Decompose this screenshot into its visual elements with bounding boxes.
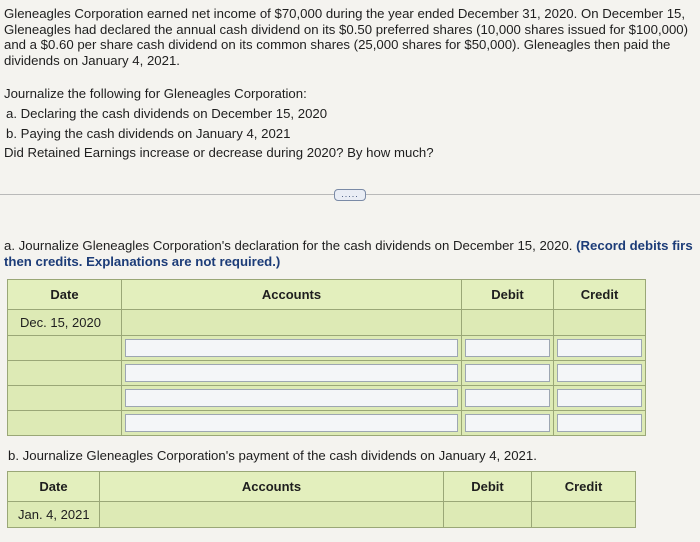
debit-cell: [462, 361, 554, 386]
problem-line: and a $0.60 per share cash dividend on its common shares (25,000 shares for $50,000). Gleneagles then paid the: [4, 37, 671, 53]
date-cell: Jan. 4, 2021: [8, 502, 100, 528]
header-credit: Credit: [532, 472, 636, 502]
accounts-cell: [122, 361, 462, 386]
account-input[interactable]: [125, 389, 458, 407]
part-a-prompt-bold: (Record debits firs: [576, 238, 693, 253]
part-b-prompt: b. Journalize Gleneagles Corporation's payment of the cash dividends on January 4, 2021.: [8, 448, 537, 463]
credit-cell: [554, 336, 646, 361]
accounts-cell: [122, 310, 462, 336]
debit-cell: [462, 411, 554, 436]
credit-cell: [532, 502, 636, 528]
credit-input[interactable]: [557, 389, 642, 407]
instruction-a: a. Declaring the cash dividends on December 15, 2020: [6, 105, 328, 121]
part-a-prompt-bold-2: then credits. Explanations are not required.): [4, 254, 281, 269]
account-input[interactable]: [125, 364, 458, 382]
credit-cell: [554, 361, 646, 386]
date-cell: [8, 386, 122, 411]
header-credit: Credit: [554, 280, 646, 310]
account-input[interactable]: [125, 339, 458, 357]
date-cell: Dec. 15, 2020: [8, 310, 122, 336]
accounts-cell: [122, 336, 462, 361]
credit-input[interactable]: [557, 364, 642, 382]
debit-cell: [462, 386, 554, 411]
instruction-b: b. Paying the cash dividends on January 4, 2021: [6, 125, 291, 141]
debit-input[interactable]: [465, 389, 550, 407]
date-cell: [8, 336, 122, 361]
journal-table-a: [7, 279, 646, 436]
header-debit: Debit: [444, 472, 532, 502]
expand-more-button[interactable]: .....: [334, 189, 366, 201]
journal-table-b: [7, 471, 636, 528]
account-input[interactable]: [125, 414, 458, 432]
accounts-cell: [122, 411, 462, 436]
accounts-cell: [100, 502, 444, 528]
date-cell: [8, 361, 122, 386]
credit-cell: [554, 310, 646, 336]
credit-input[interactable]: [557, 339, 642, 357]
credit-cell: [554, 386, 646, 411]
instructions: [4, 84, 434, 163]
accounts-cell: [122, 386, 462, 411]
problem-line: dividends on January 4, 2021.: [4, 52, 180, 68]
debit-cell: [462, 336, 554, 361]
debit-cell: [444, 502, 532, 528]
credit-cell: [554, 411, 646, 436]
debit-cell: [462, 310, 554, 336]
credit-input[interactable]: [557, 414, 642, 432]
debit-input[interactable]: [465, 339, 550, 357]
header-debit: Debit: [462, 280, 554, 310]
instruction-question: Did Retained Earnings increase or decrease during 2020? By how much?: [4, 145, 434, 161]
problem-line: Gleneagles had declared the annual cash dividend on its $0.50 preferred shares (10,000 shares issued for $100,000): [4, 21, 689, 37]
problem-line: Gleneagles Corporation earned net income of $70,000 during the year ended December 31, 2020. On December 15,: [4, 6, 686, 21]
date-cell: [8, 411, 122, 436]
part-a-prompt-text: a. Journalize Gleneagles Corporation's declaration for the cash dividends on December 15, 2020.: [4, 238, 573, 253]
debit-input[interactable]: [465, 364, 550, 382]
debit-input[interactable]: [465, 414, 550, 432]
problem-statement: [4, 6, 700, 68]
header-date: Date: [8, 280, 122, 310]
instructions-intro: Journalize the following for Gleneagles Corporation:: [4, 86, 307, 101]
header-date: Date: [8, 472, 100, 502]
header-accounts: Accounts: [100, 472, 444, 502]
header-accounts: Accounts: [122, 280, 462, 310]
part-a-prompt: [4, 238, 700, 270]
